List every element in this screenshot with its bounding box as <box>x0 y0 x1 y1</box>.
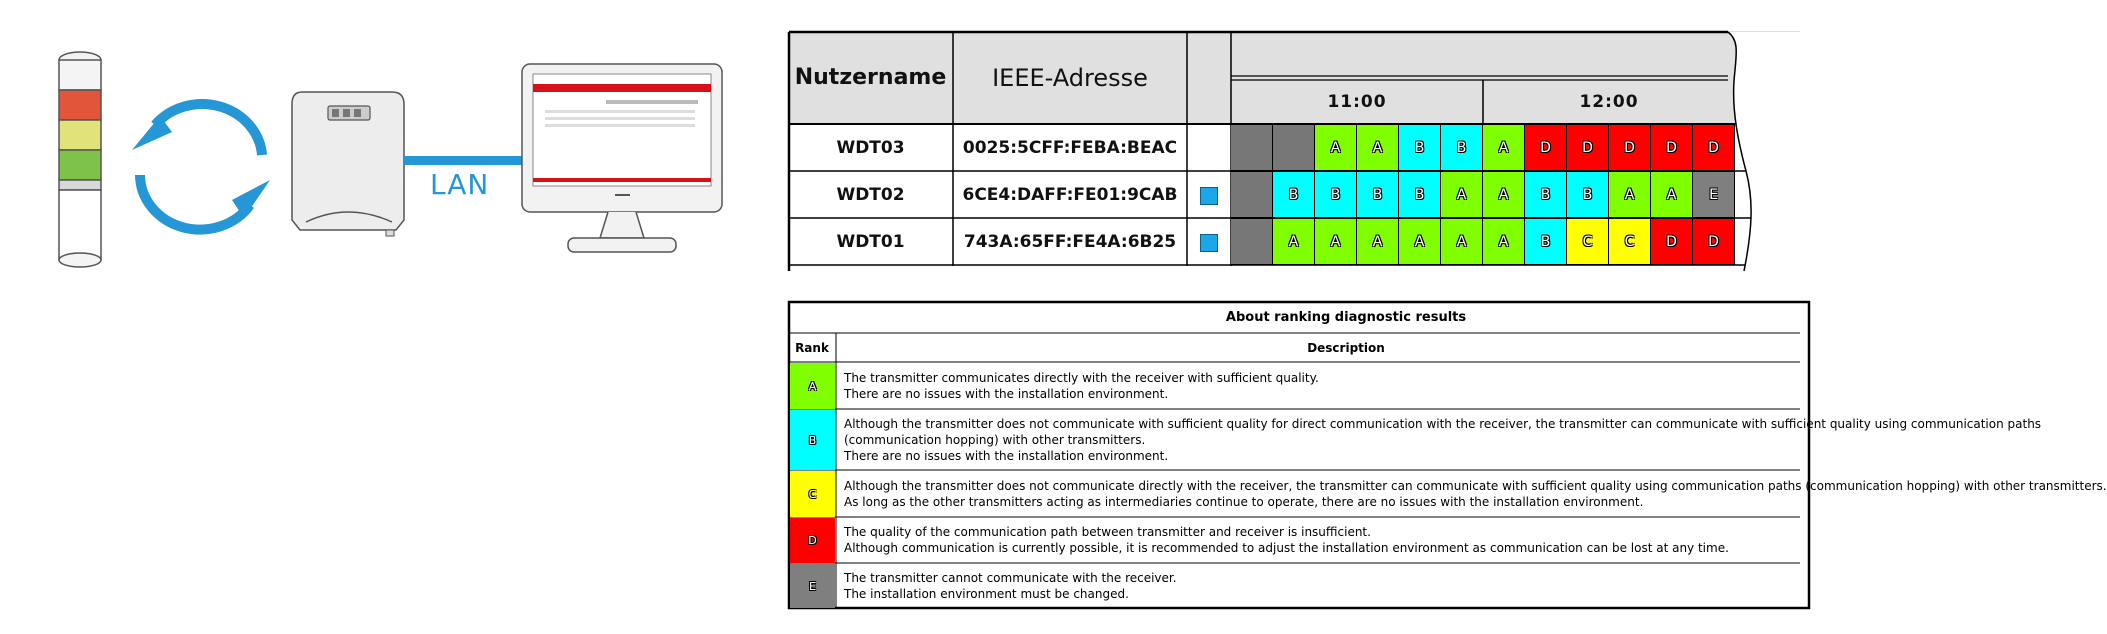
time-label-1100: 11:00 <box>1327 92 1387 112</box>
description-line: There are no issues with the installation environment. <box>844 386 1169 401</box>
rank-description-e <box>836 563 1800 608</box>
ranking-col-description: Description <box>1307 340 1385 355</box>
description-line: The transmitter communicates directly with the receiver with sufficient quality. <box>844 370 1319 385</box>
rank-cell: A <box>1273 218 1315 265</box>
rank-cell: A <box>1399 218 1441 265</box>
rank-cell: B <box>1315 171 1357 218</box>
row-address-wdt02: 6CE4:DAFF:FE01:9CAB <box>962 184 1178 205</box>
description-line: Although communication is currently possible, it is recommended to adjust the installation environment as communication can be lost at any time. <box>844 541 1729 555</box>
rank-cell <box>1231 124 1273 171</box>
rank-cell: B <box>1357 171 1399 218</box>
rank-cell: D <box>1525 124 1567 171</box>
ranking-title: About ranking diagnostic results <box>1225 309 1467 325</box>
rank-cell: C <box>1567 218 1609 265</box>
lan-label: LAN <box>430 168 490 201</box>
description-line: The quality of the communication path between transmitter and receiver is insufficient. <box>844 525 1371 539</box>
receiver-device-icon <box>292 92 404 236</box>
rank-cell: D <box>1651 124 1693 171</box>
rank-description-a <box>836 362 1800 409</box>
time-label-1200: 12:00 <box>1579 92 1639 112</box>
row-user-wdt01: WDT01 <box>836 231 905 252</box>
rank-description-d <box>836 517 1800 563</box>
rank-cell: D <box>1693 218 1735 265</box>
rank-cell: D <box>1651 218 1693 265</box>
description-line: Although the transmitter does not communicate directly with the receiver, the transmitter can communicate with sufficient quality using communication paths (communication hopping) with other transmitters. <box>844 478 2107 493</box>
rank-cell <box>1231 171 1273 218</box>
rank-swatch-d: D <box>790 518 835 563</box>
rank-cell <box>1273 124 1315 171</box>
rank-description-b <box>836 409 2042 470</box>
rank-cell: A <box>1483 218 1525 265</box>
description-line: Although the transmitter does not communicate with sufficient quality for direct communication with the receiver, the transmitter can communicate with sufficient quality using communication paths <box>844 416 2042 431</box>
rank-cell: B <box>1399 124 1441 171</box>
rank-cell: B <box>1525 218 1567 265</box>
rank-cell: D <box>1609 124 1651 171</box>
rank-swatch-b: B <box>790 410 835 470</box>
rank-cell: C <box>1609 218 1651 265</box>
rank-cell: A <box>1483 171 1525 218</box>
rank-cell: B <box>1399 171 1441 218</box>
row-select-wdt01[interactable] <box>1200 234 1218 252</box>
rank-cell: A <box>1357 124 1399 171</box>
rank-cell: A <box>1651 171 1693 218</box>
rank-cell: B <box>1525 171 1567 218</box>
rank-cell: A <box>1483 124 1525 171</box>
description-line: As long as the other transmitters acting as intermediaries continue to operate, there are no issues with the installation environment. <box>844 494 1644 509</box>
rank-cell: D <box>1693 124 1735 171</box>
schedule-table <box>788 31 1800 271</box>
monitor-icon <box>522 64 722 252</box>
header-user: Nutzername <box>794 65 947 90</box>
rank-cell: A <box>1315 218 1357 265</box>
torn-edge <box>1728 31 1800 271</box>
row-address-wdt01: 743A:65FF:FE4A:6B25 <box>963 231 1177 252</box>
rank-swatch-e: E <box>790 564 835 608</box>
signal-tower-icon <box>59 52 101 267</box>
ranking-table <box>788 301 2107 609</box>
row-address-wdt03: 0025:5CFF:FEBA:BEAC <box>962 137 1178 158</box>
rank-cell: E <box>1693 171 1735 218</box>
rank-cell: B <box>1441 124 1483 171</box>
rank-cell: A <box>1609 171 1651 218</box>
rank-cell: A <box>1441 171 1483 218</box>
description-line: The installation environment must be changed. <box>844 586 1129 601</box>
description-line: (communication hopping) with other transmitters. <box>844 432 1146 447</box>
description-line: The transmitter cannot communicate with the receiver. <box>844 570 1177 585</box>
rank-cell: D <box>1567 124 1609 171</box>
system-diagram <box>0 0 780 300</box>
rank-cell: A <box>1357 218 1399 265</box>
row-select-wdt02[interactable] <box>1200 187 1218 205</box>
rank-swatch-a: A <box>790 363 835 409</box>
rank-cell: B <box>1567 171 1609 218</box>
rank-swatch-c: C <box>790 471 835 517</box>
rank-cell: B <box>1273 171 1315 218</box>
description-line: There are no issues with the installation environment. <box>844 448 1169 463</box>
rank-description-c <box>836 470 2107 517</box>
row-user-wdt03: WDT03 <box>836 137 905 158</box>
rank-cell <box>1231 218 1273 265</box>
rank-cell: A <box>1441 218 1483 265</box>
rank-cell: A <box>1315 124 1357 171</box>
header-address: IEEE-Adresse <box>992 63 1148 92</box>
ranking-col-rank: Rank <box>795 340 829 355</box>
row-user-wdt02: WDT02 <box>836 184 905 205</box>
